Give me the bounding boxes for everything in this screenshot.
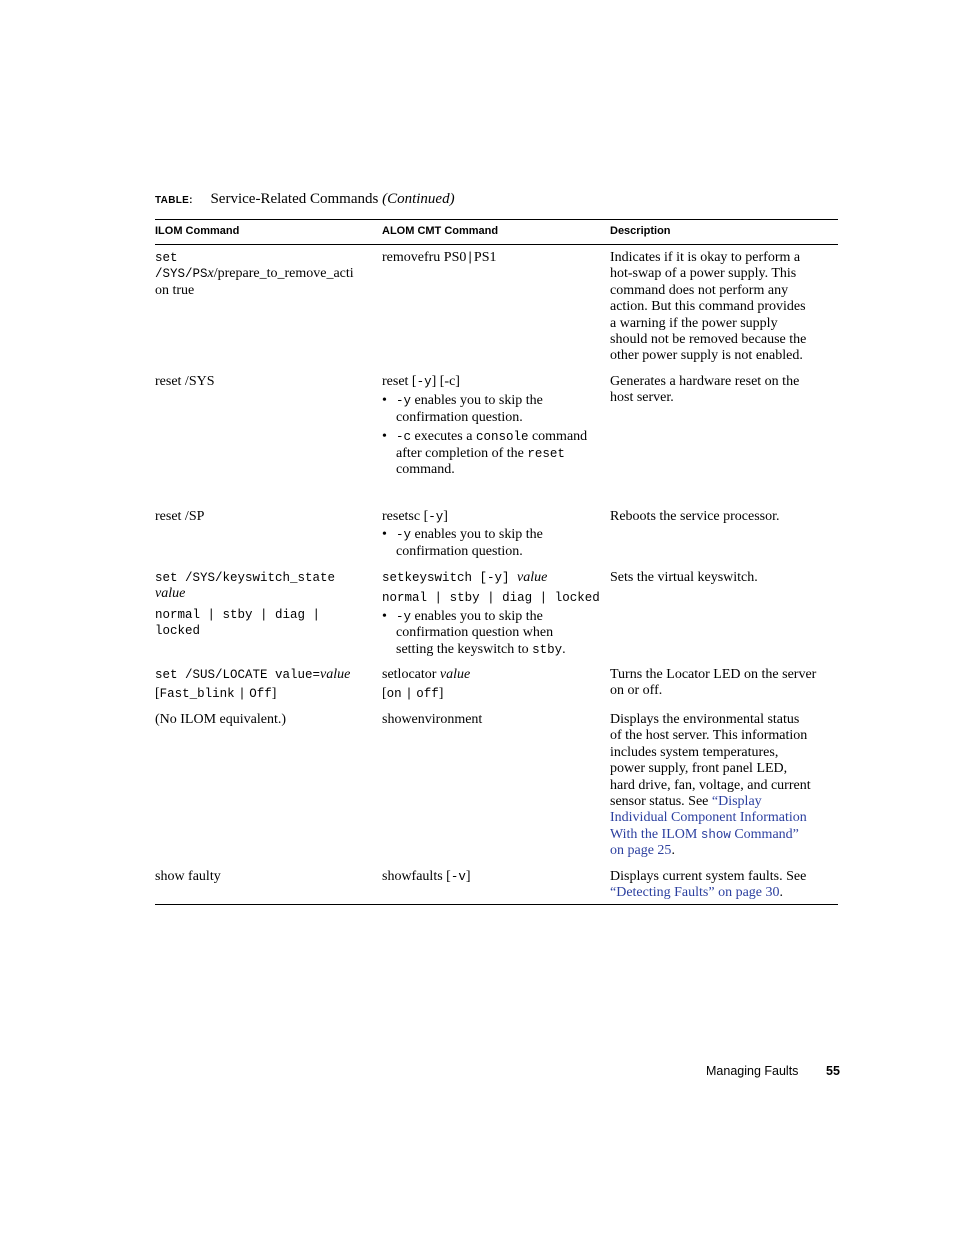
row7-description: Displays current system faults. See “Detecting Faults” on page 30. [610, 869, 807, 901]
row5-alom-command: setlocator value [on | off] [382, 667, 471, 702]
page-number: 55 [826, 1064, 840, 1078]
bullet-item: • -y enables you to skip the confirmation question. [382, 527, 600, 560]
link-display-component-info-cont2[interactable]: With the ILOM show Command” [610, 826, 799, 842]
bullet-item: • -y enables you to skip the confirmation question. [382, 393, 600, 426]
table-continued: (Continued) [382, 191, 455, 207]
link-detecting-faults[interactable]: “Detecting Faults” on page 30 [610, 885, 780, 901]
bullet-item: • -c executes a console command after completion of the reset command. [382, 429, 600, 478]
bullet-item: • -y enables you to skip the confirmation question when setting the keyswitch to stby. [382, 609, 600, 658]
row3-ilom-command: reset /SP [155, 509, 205, 524]
header-description: Description [610, 225, 671, 237]
table-caption [155, 191, 455, 208]
row2-alom-command: reset [-y] [-c] • -y enables you to skip the confirmation question. • -c executes a console command after completion of the reset command. [382, 374, 600, 478]
row3-alom-command: resetsc [-y] • -y enables you to skip the confirmation question. [382, 509, 600, 560]
table-tag: TABLE: [155, 195, 193, 206]
table-title: Service-Related Commands [210, 191, 379, 207]
table-top-rule [155, 219, 838, 220]
row5-description: Turns the Locator LED on the server on or off. [610, 667, 817, 699]
row7-ilom-command: show faulty [155, 869, 221, 884]
row5-ilom-command: set /SUS/LOCATE value=value [Fast_blink | Off] [155, 667, 351, 702]
row4-alom-command: setkeyswitch [-y] value normal | stby | diag | locked • -y enables you to skip the confirmation question when setting the keyswitch to stby. [382, 570, 600, 658]
row6-alom-command: showenvironment [382, 712, 483, 727]
table-bottom-rule [155, 904, 838, 905]
row1-alom-command: removefru PS0|PS1 [382, 250, 497, 265]
row2-ilom-command: reset /SYS [155, 374, 215, 389]
link-display-component-info[interactable]: “Display [711, 794, 762, 810]
link-page-25[interactable]: on page 25 [610, 843, 672, 859]
header-alom: ALOM CMT Command [382, 225, 499, 237]
row3-description: Reboots the service processor. [610, 509, 780, 524]
row2-description: Generates a hardware reset on the host server. [610, 374, 800, 406]
row7-alom-command: showfaults [-v] [382, 869, 471, 884]
row4-description: Sets the virtual keyswitch. [610, 570, 758, 585]
row4-ilom-command: set /SYS/keyswitch_state value normal | stby | diag | locked [155, 571, 336, 639]
header-rule [155, 244, 838, 245]
footer-section-title: Managing Faults [706, 1064, 799, 1078]
link-display-component-info-cont[interactable]: Individual Component Information [610, 810, 807, 826]
row1-description: Indicates if it is okay to perform a hot-swap of a power supply. This command does not perform any action. But this command provides a warning if the power supply should not be removed because the other power supply is not enabled. [610, 250, 807, 364]
row6-ilom-command: (No ILOM equivalent.) [155, 712, 287, 727]
header-ilom: ILOM Command [155, 225, 240, 237]
row1-ilom-command: set /SYS/PSx/prepare_to_remove_acti on true [155, 251, 354, 298]
row6-description: Displays the environmental status of the host server. This information includes system temperatures, power supply, front panel LED, hard drive, fan, voltage, and current sensor status. See “Display Individual Component Information With the ILOM show Command” on page 25. [610, 712, 832, 860]
